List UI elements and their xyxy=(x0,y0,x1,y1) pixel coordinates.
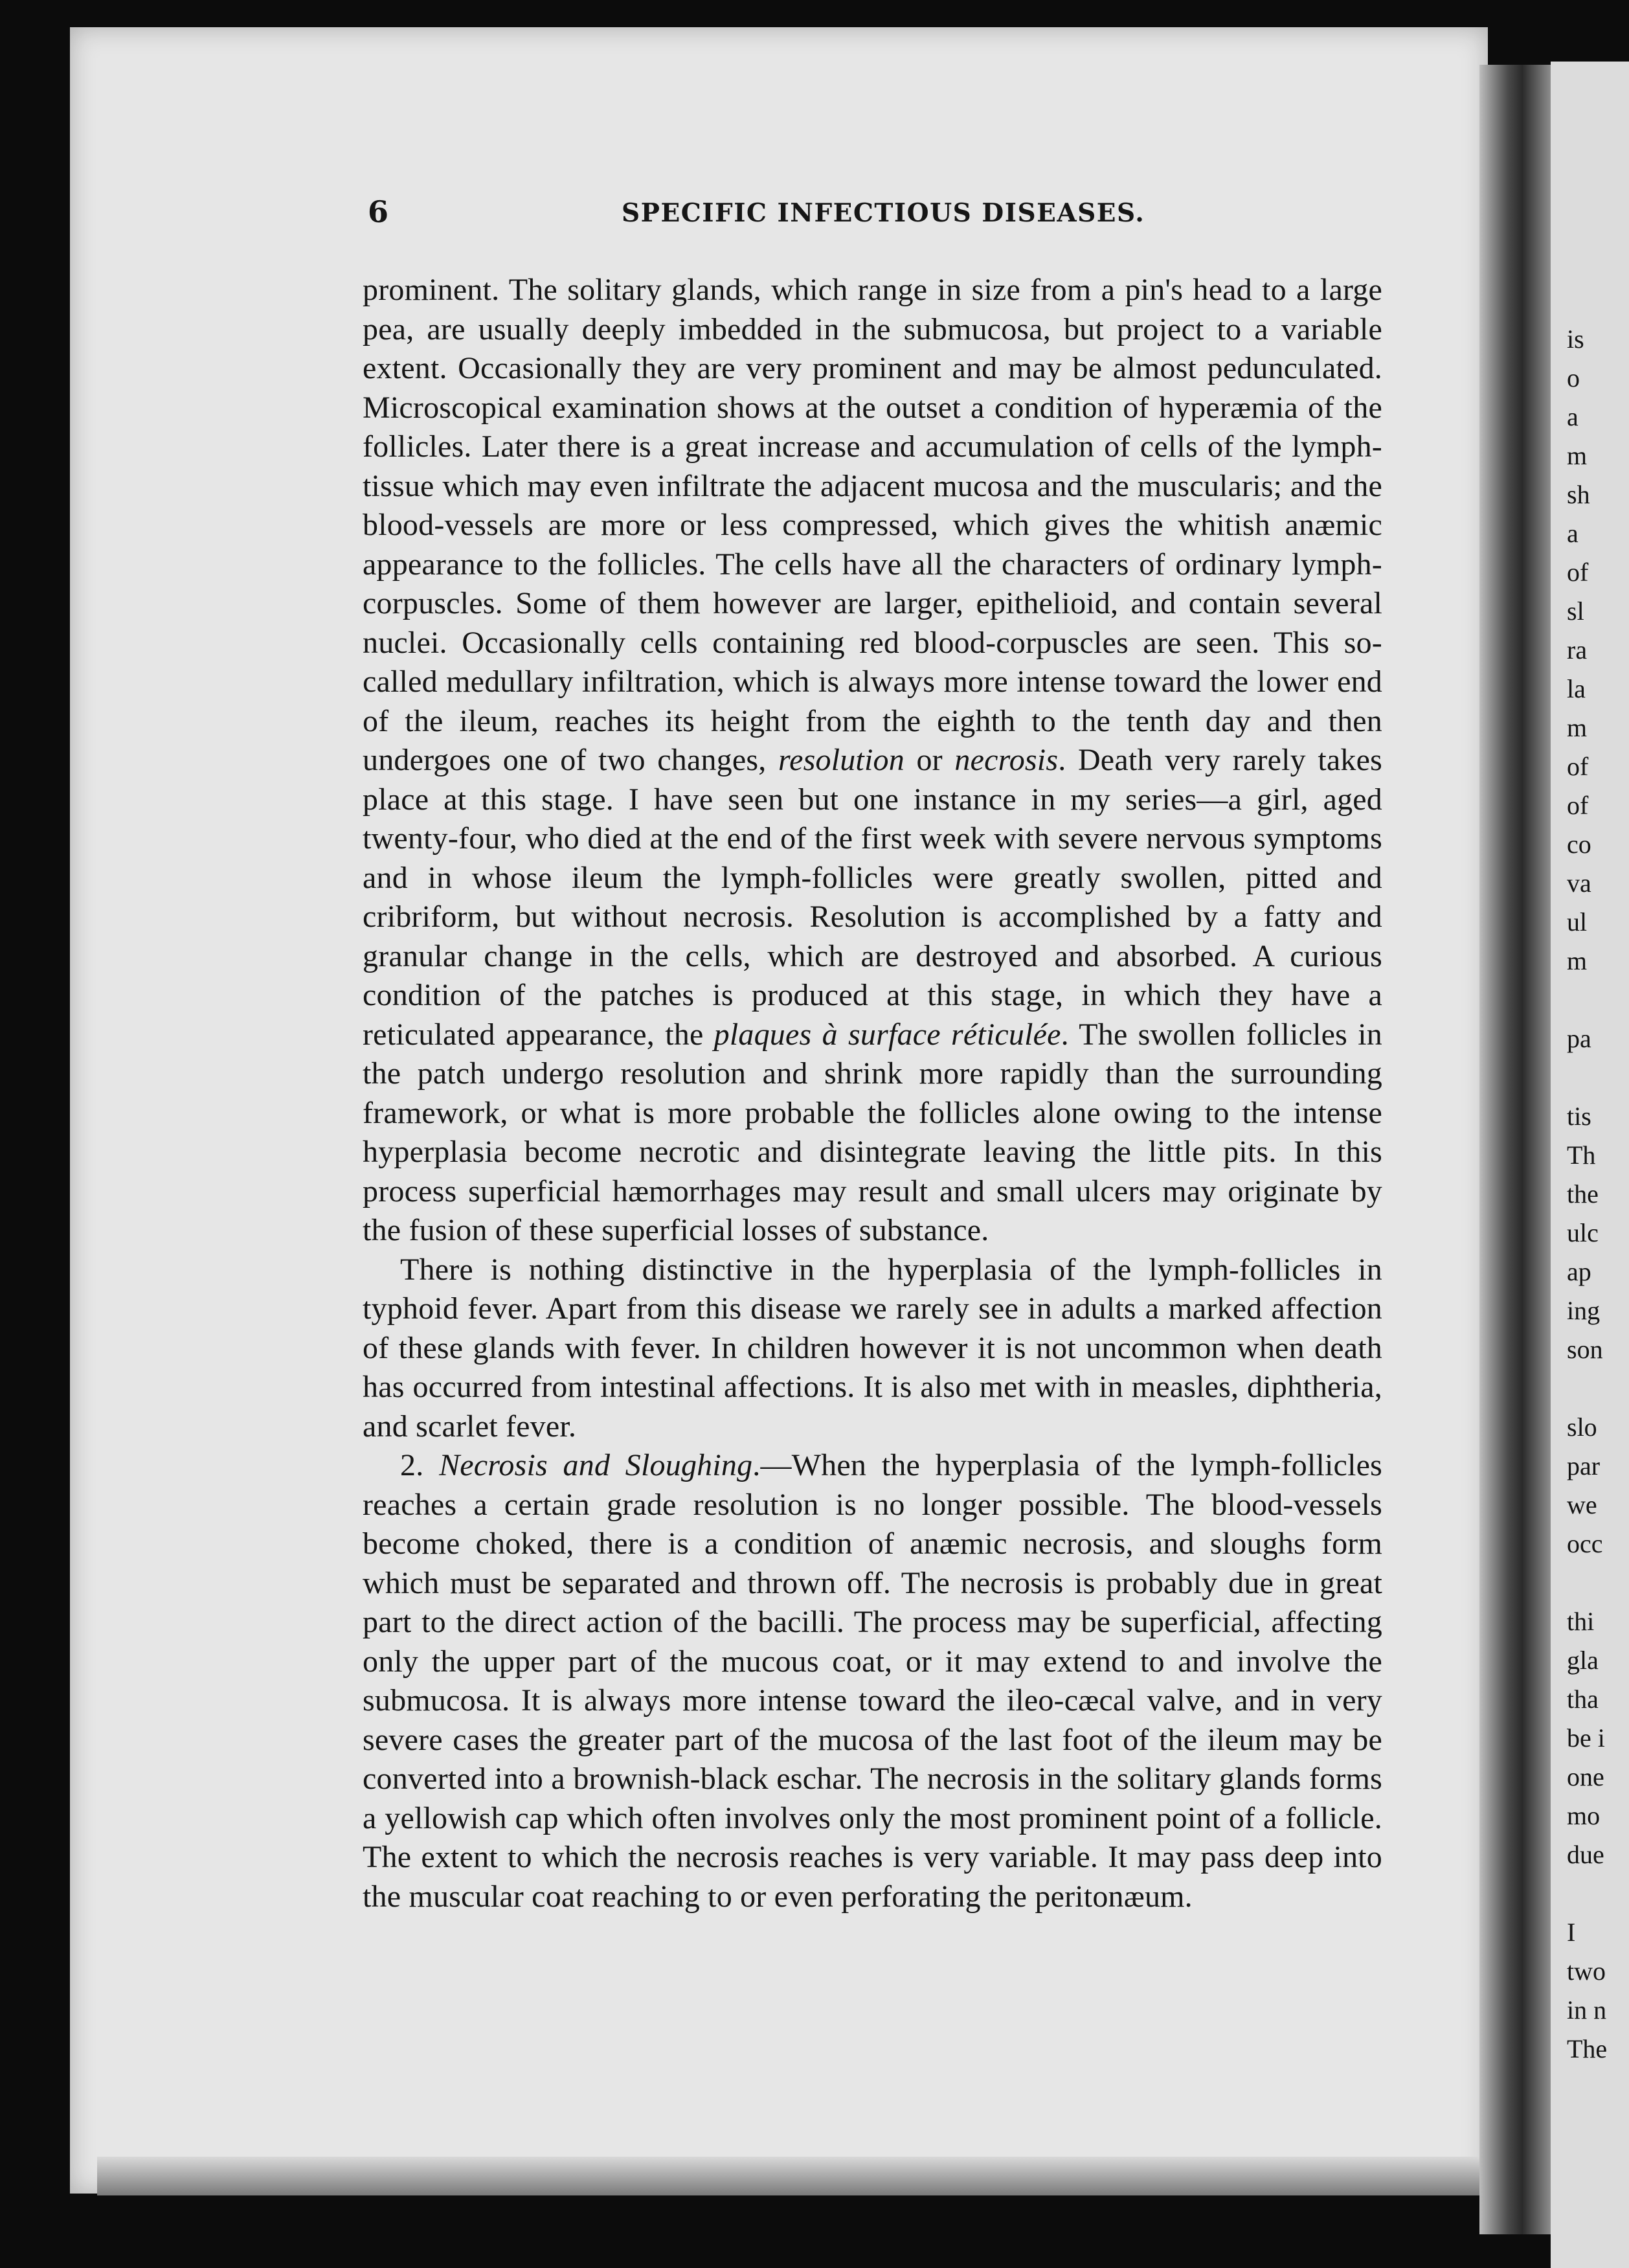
facing-page-line: I xyxy=(1567,1918,1576,1947)
facing-page-line: mo xyxy=(1567,1801,1601,1830)
page-number: 6 xyxy=(368,194,389,229)
term-resolution: resolution xyxy=(778,743,904,777)
paragraph-3 xyxy=(363,1446,1382,1916)
running-head xyxy=(350,194,1382,240)
facing-page-line: o xyxy=(1567,363,1580,392)
paragraph-1 xyxy=(363,271,1382,1251)
running-title: SPECIFIC INFECTIOUS DISEASES. xyxy=(622,198,1145,228)
facing-page-line: la xyxy=(1567,674,1586,703)
facing-page-line: be i xyxy=(1567,1723,1605,1752)
paragraph-1-text-a: prominent. The solitary glands, which range in size from a pin's head to a large pea, are usually deeply imbedded in the submucosa, but project to a variable extent. Occasionally they are very prominent and may be almost pedunculated. Microscopical examination shows at the outset a condition of hyperæmia of the follicles. Later there is a great increase and accumulation of cells of the lymph-tissue which may even infiltrate the adjacent mucosa and the muscularis; and the blood-vessels are more or less compressed, which gives the whitish anæmic appearance to the follicles. The cells have all the characters of ordinary lymph-corpuscles. Some of them however are larger, epithelioid, and contain several nuclei. Occasionally cells containing red blood-corpuscles are seen. This so-called medullary infiltration, which is always more intense toward the lower end of the ileum, reaches its height from the eighth to the tenth day and then undergoes one of two changes, xyxy=(363,273,1382,777)
facing-page-line: m xyxy=(1567,441,1588,470)
facing-page-line: thi xyxy=(1567,1607,1595,1636)
facing-page-line: of xyxy=(1567,752,1589,781)
facing-page-line: slo xyxy=(1567,1412,1597,1442)
facing-page-line: ra xyxy=(1567,635,1588,664)
paragraph-1-text-c: . Death very rarely takes place at this stage. I have seen but one instance in my series—a girl, aged twenty-four, who died at the end of the first week with severe nervous symptoms and in whose ileum the lymph-follicles were greatly swollen, pitted and cribriform, but without necrosis. Resolution is accomplished by a fatty and granular change in the cells, which are destroyed and absorbed. A curious condition of the patches is produced at this stage, in which they have a reticulated appearance, the xyxy=(363,743,1383,1052)
facing-page-line: is xyxy=(1567,324,1584,354)
facing-page-line: The xyxy=(1567,2034,1608,2063)
facing-page-line: ulc xyxy=(1567,1218,1599,1247)
facing-page-line: occ xyxy=(1567,1529,1603,1558)
facing-page-line: co xyxy=(1567,830,1591,859)
facing-page-line: gla xyxy=(1567,1646,1599,1675)
section-title: Necrosis and Sloughing xyxy=(439,1448,753,1482)
paragraph-1-text-d: . The swollen follicles in the patch undergo resolution and shrink more rapidly than the surrounding framework, or what is more probable the follicles alone owing to the intense hyperplasia become necrotic and disintegrate leaving the little pits. In this process superficial hæmorrhages may result and small ulcers may originate by the fusion of these superficial losses of substance. xyxy=(363,1017,1382,1247)
facing-page-line: ap xyxy=(1567,1257,1591,1286)
paragraph-3-text: .—When the hyperplasia of the lymph-follicles reaches a certain grade resolution is no longer possible. The blood-vessels become choked, there is a condition of anæmic necrosis, and sloughs form which must be separated and thrown off. The necrosis is probably due in great part to the direct action of the bacilli. The process may be superficial, affecting only the upper part of the mucous coat, or it may extend to and involve the submucosa. It is always more intense toward the ileo-cæcal valve, and in very severe cases the greater part of the mucosa of the last foot of the ileum may be converted into a brownish-black eschar. The necrosis in the solitary glands forms a yellowish cap which often involves only the most prominent point of a follicle. The extent to which the necrosis reaches is very variable. It may pass deep into the muscular coat reaching to or even perforating the peritonæum. xyxy=(363,1448,1382,1914)
facing-page-line: we xyxy=(1567,1490,1597,1519)
facing-page-line: va xyxy=(1567,868,1591,898)
facing-page-line: of xyxy=(1567,558,1589,587)
paragraph-1-text-b: or xyxy=(904,743,955,777)
facing-page-line: one xyxy=(1567,1762,1604,1791)
facing-page-line: ing xyxy=(1567,1296,1601,1325)
facing-page-line: sl xyxy=(1567,596,1584,626)
facing-page-line: in n xyxy=(1567,1995,1607,2024)
facing-page-line: ul xyxy=(1567,907,1588,936)
section-number: 2. xyxy=(400,1448,440,1482)
facing-page-line: a xyxy=(1567,402,1578,431)
facing-page-line: of xyxy=(1567,791,1589,820)
book-gutter xyxy=(1479,65,1551,2234)
body-text xyxy=(363,271,1382,1916)
page-edges-bottom xyxy=(97,2157,1483,2195)
facing-page-line: tis xyxy=(1567,1102,1591,1131)
paragraph-2 xyxy=(363,1251,1382,1447)
facing-page-line: son xyxy=(1567,1335,1603,1364)
facing-page-line: a xyxy=(1567,519,1578,548)
facing-page-line: sh xyxy=(1567,480,1590,509)
facing-page-line: pa xyxy=(1567,1024,1591,1053)
facing-page-line: Th xyxy=(1567,1140,1596,1170)
term-plaques: plaques à surface réticulée xyxy=(713,1017,1061,1052)
facing-page-line: m xyxy=(1567,713,1588,742)
paragraph-2-text: There is nothing distinctive in the hyperplasia of the lymph-follicles in typhoid fever. Apart from this disease we rarely see in adults a marked affection of these glands with fever. In children however it is not uncommon when death has occurred from intestinal affections. It is also met with in measles, diphtheria, and scarlet fever. xyxy=(363,1252,1382,1444)
page-content xyxy=(350,194,1383,1914)
facing-page-line: m xyxy=(1567,946,1588,975)
facing-page-line: the xyxy=(1567,1179,1599,1208)
facing-page-line: two xyxy=(1567,1956,1606,1986)
facing-page-line: due xyxy=(1567,1840,1604,1869)
facing-page-line: tha xyxy=(1567,1684,1599,1714)
facing-page-line: par xyxy=(1567,1451,1601,1480)
term-necrosis: necrosis xyxy=(954,743,1059,777)
